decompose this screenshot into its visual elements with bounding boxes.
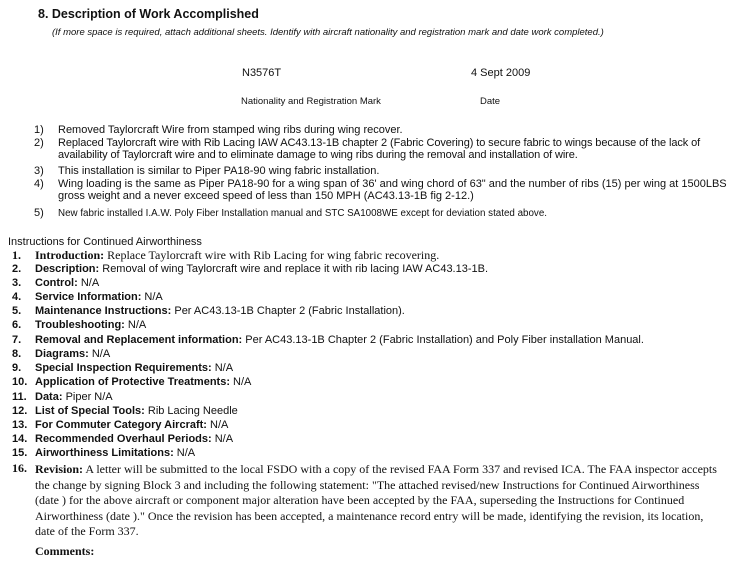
- ica-item-value: Per AC43.13-1B Chapter 2 (Fabric Installation).: [171, 305, 405, 317]
- ica-item-label: Airworthiness Limitations:: [35, 447, 174, 459]
- ica-item-label: Recommended Overhaul Periods:: [35, 433, 212, 445]
- ica-item-label: Removal and Replacement information:: [35, 334, 243, 346]
- date-label: Date: [480, 96, 501, 107]
- ica-item-number: 1.: [12, 248, 21, 262]
- ica-item-label: List of Special Tools:: [35, 405, 145, 417]
- ica-item-number: 4.: [12, 291, 22, 303]
- ica-item-label: Diagrams:: [35, 348, 89, 360]
- ica-item-label: Troubleshooting:: [35, 319, 125, 331]
- ica-item-number: 8.: [12, 348, 22, 360]
- ica-item-label: Control:: [35, 277, 78, 289]
- ica-item-value: Per AC43.13-1B Chapter 2 (Fabric Installation) and Poly Fiber installation Manual.: [242, 334, 644, 346]
- ica-item-value: Replace Taylorcraft wire with Rib Lacing for wing fabric recovering.: [104, 248, 440, 262]
- ica-item-label: Maintenance Instructions:: [35, 305, 172, 317]
- work-item-text: Removed Taylorcraft Wire from stamped wing ribs during wing recover.: [58, 124, 403, 136]
- section-title: 8. Description of Work Accomplished: [38, 7, 259, 21]
- ica-item-number: 2.: [12, 263, 22, 275]
- ica-item-value: N/A: [88, 348, 111, 360]
- work-item-number: 1): [34, 124, 44, 136]
- ica-item-value: Removal of wing Taylorcraft wire and replace it with rib lacing IAW AC43.13-1B.: [99, 263, 489, 275]
- ica-item-number: 9.: [12, 362, 22, 374]
- ica-item-label: Data:: [35, 391, 63, 403]
- ica-item-value: Piper N/A: [62, 391, 113, 403]
- ica-item-value: N/A: [77, 277, 100, 289]
- ica-item-number: 15.: [12, 447, 28, 459]
- ica-item-value: N/A: [206, 419, 229, 431]
- ica-item-label: Service Information:: [35, 291, 142, 303]
- ica-heading: Instructions for Continued Airworthiness: [8, 236, 202, 248]
- registration-value: N3576T: [242, 67, 282, 79]
- comments-label: Comments:: [35, 544, 95, 558]
- ica-item-value: N/A: [211, 362, 234, 374]
- section-note: (If more space is required, attach additional sheets. Identify with aircraft nationality and registration mark and date work completed.): [52, 27, 604, 38]
- ica-item-number: 6.: [12, 319, 22, 331]
- registration-label: Nationality and Registration Mark: [241, 96, 381, 107]
- ica-item-value: Rib Lacing Needle: [144, 405, 238, 417]
- work-item-number: 5): [34, 207, 44, 219]
- work-item-number: 3): [34, 165, 44, 177]
- ica-item-number: 7.: [12, 334, 22, 346]
- work-item-text: This installation is similar to Piper PA18-90 wing fabric installation.: [58, 165, 380, 177]
- work-item-text: New fabric installed I.A.W. Poly Fiber Installation manual and STC SA1008WE except for deviation stated above.: [58, 208, 548, 219]
- ica-item-label: For Commuter Category Aircraft:: [35, 419, 207, 431]
- ica-item-label: Description:: [35, 263, 100, 275]
- work-item-text: Replaced Taylorcraft wire with Rib Lacing IAW AC43.13-1B chapter 2 (Fabric Covering) to secure fabric to wings because of the lack of availability of Taylorcraft wire and to eliminate damage to wing ribs during the removal and installation of wire.: [58, 137, 701, 161]
- ica-item-number: 14.: [12, 433, 28, 445]
- ica-item-value: N/A: [173, 447, 196, 459]
- ica-item-value: N/A: [229, 376, 252, 388]
- revision-label: Revision:: [35, 462, 83, 476]
- ica-item-value: N/A: [141, 291, 163, 303]
- ica-item-number: 3.: [12, 277, 22, 289]
- ica-item-value: N/A: [211, 433, 234, 445]
- date-value: 4 Sept 2009: [471, 67, 531, 79]
- ica-item-number: 16.: [12, 461, 27, 475]
- work-item-number: 4): [34, 178, 44, 190]
- ica-item-number: 13.: [12, 419, 28, 431]
- work-item-number: 2): [34, 137, 44, 149]
- revision-text: A letter will be submitted to the local FSDO with a copy of the revised FAA Form 337 and revised ICA. The FAA inspector accepts the change by signing Block 3 and including the following statement: "The attached revised/new Instructions for Continued Airworthiness (date ) for the above aircraft or component major alteration have been accepted by the FAA, superseding the Instructions for Continued Airworthiness (date )." Once the revision has been accepted, a maintenance record entry will be made, identifying the revision, its location, date of the Form 337.: [35, 462, 717, 538]
- ica-item-label: Introduction:: [35, 248, 105, 262]
- ica-item-number: 5.: [12, 305, 22, 317]
- ica-item-label: Special Inspection Requirements:: [35, 362, 212, 374]
- ica-item-number: 10.: [12, 376, 28, 388]
- ica-item-number: 11.: [12, 391, 27, 403]
- work-item-text: Wing loading is the same as Piper PA18-90 for a wing span of 36' and wing chord of 63" and the number of ribs (15) per wing at 1500LBS gross weight and a never exceed speed of less than 150 MPH (AC43.13-1B fig 2-12.): [58, 178, 727, 202]
- ica-item-label: Application of Protective Treatments:: [35, 376, 230, 388]
- ica-item-value: N/A: [124, 319, 147, 331]
- ica-item-number: 12.: [12, 405, 28, 417]
